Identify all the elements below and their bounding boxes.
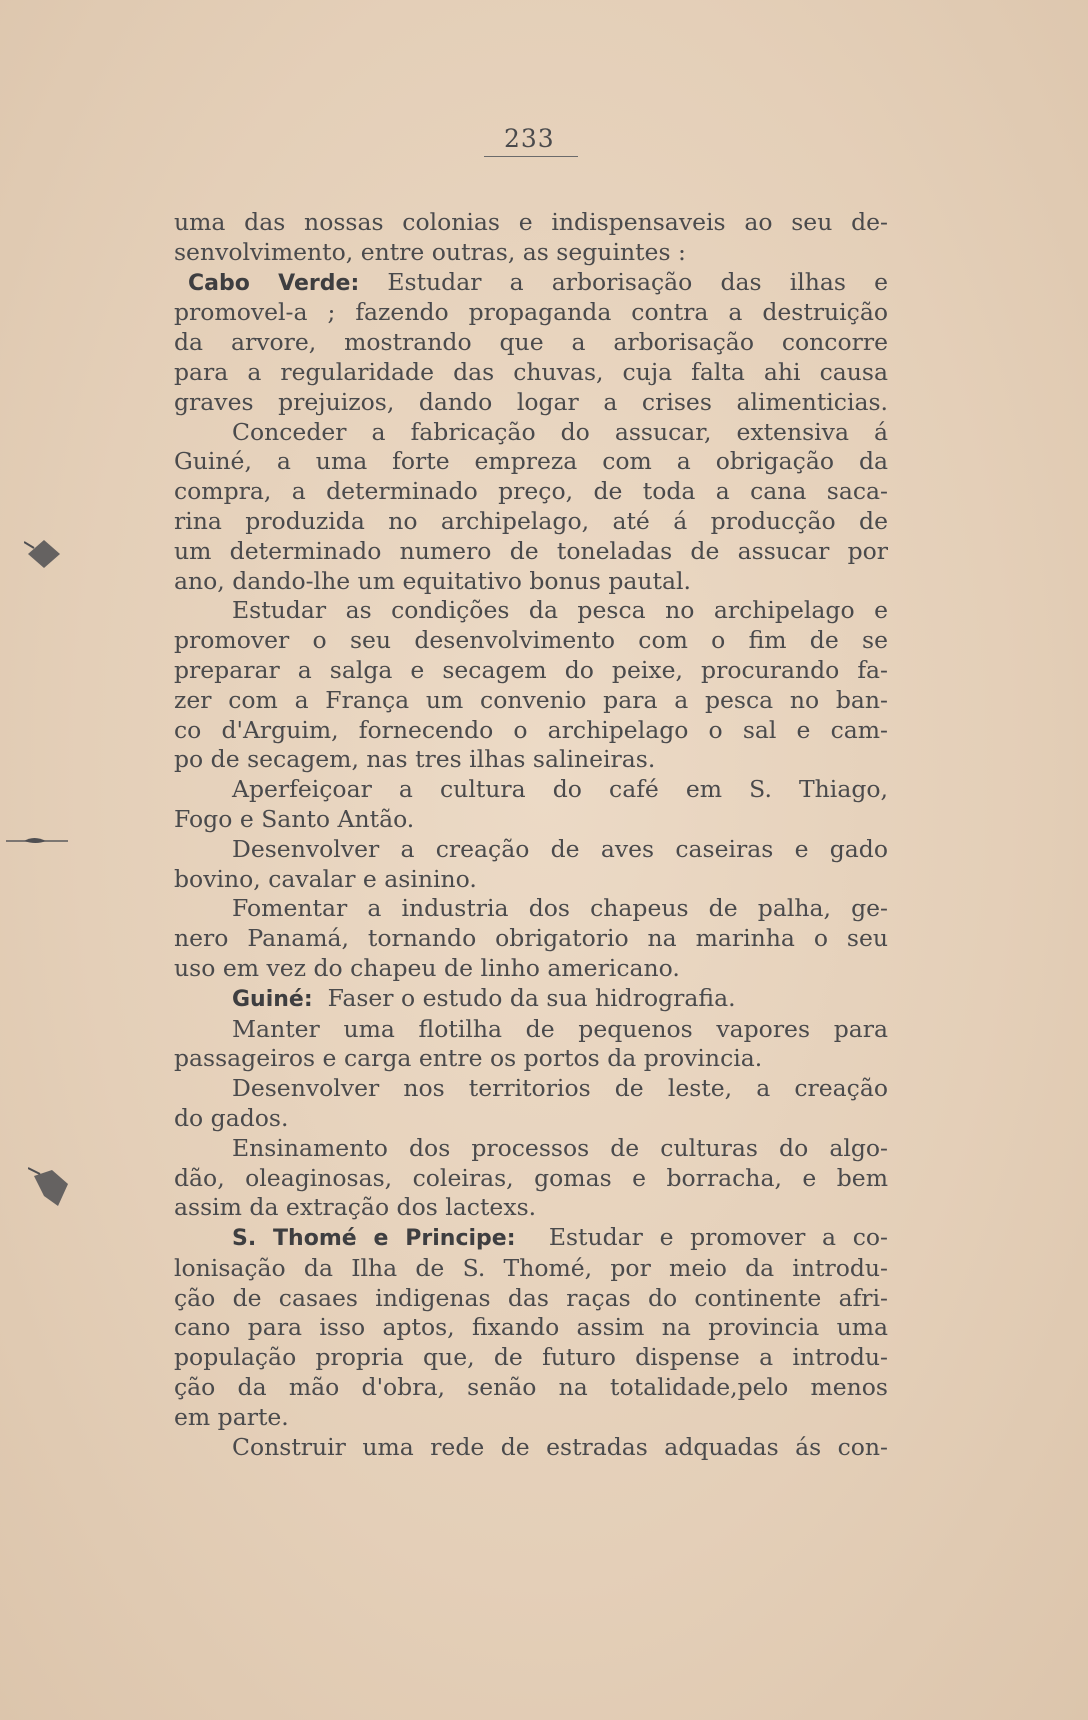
text-line: cano para isso aptos, fixando assim na provincia uma [174, 1313, 888, 1342]
text-line: ção da mão d'obra, senão na totalidade,pelo menos [174, 1373, 888, 1402]
text-line: da arvore, mostrando que a arborisação concorre [174, 328, 888, 357]
text-line: uma das nossas colonias e indispensaveis ao seu de- [174, 208, 888, 236]
text-line: Fomentar a industria dos chapeus de palha, ge- [232, 894, 888, 923]
text-line: uso em vez do chapeu de linho americano. [174, 953, 680, 982]
text-line: para a regularidade das chuvas, cuja falta ahi causa [174, 357, 888, 386]
text-line: Aperfeiçoar a cultura do café em S. Thiago, [232, 775, 888, 804]
page-number: 233 [504, 124, 555, 153]
text-line: Desenvolver nos territorios de leste, a creação [232, 1074, 888, 1103]
binding-thread-mark-icon [6, 834, 68, 848]
text-line: ano, dando-lhe um equitativo bonus pautal. [174, 566, 691, 595]
text-line: população propria que, de futuro dispense a introdu- [174, 1343, 888, 1372]
text-line: do gados. [174, 1103, 289, 1132]
text-line: lonisação da Ilha de S. Thomé, por meio da introdu- [174, 1253, 888, 1282]
text-line: em parte. [174, 1402, 289, 1431]
text-line: promover o seu desenvolvimento com o fim de se [174, 626, 888, 655]
text-line: Desenvolver a creação de aves caseiras e gado [232, 834, 888, 863]
text-line: nero Panamá, tornando obrigatorio na marinha o seu [174, 924, 888, 953]
section-heading-cabo-verde: Cabo Verde: [188, 270, 360, 296]
text-line: promovel-a ; fazendo propaganda contra a destruição [174, 298, 888, 327]
text-line: Cabo Verde: Estudar a arborisação das ilhas e [188, 267, 888, 296]
body-text [174, 208, 888, 1462]
text-line: um determinado numero de toneladas de assucar por [174, 536, 888, 565]
text-line: Guiné: Faser o estudo da sua hidrografia. [232, 983, 736, 1012]
text-line: co d'Arguim, fornecendo o archipelago o sal e cam- [174, 715, 888, 744]
text-line: po de secagem, nas tres ilhas salineiras. [174, 745, 656, 774]
text-line: S. Thomé e Principe: Estudar e promover a co- [232, 1223, 888, 1252]
text-line: dão, oleaginosas, coleiras, gomas e borracha, e bem [174, 1163, 888, 1192]
text-line: preparar a salga e secagem do peixe, procurando fa- [174, 655, 888, 684]
text-line: graves prejuizos, dando logar a crises alimenticias. [174, 387, 888, 416]
text-line: bovino, cavalar e asinino. [174, 864, 477, 893]
text-line: assim da extração dos lactexs. [174, 1193, 537, 1222]
text-line: Conceder a fabricação do assucar, extensiva á [232, 417, 888, 446]
text-line: zer com a França um convenio para a pesca no ban- [174, 685, 888, 714]
text-line: Manter uma flotilha de pequenos vapores para [232, 1014, 888, 1043]
binding-thread-mark-icon [24, 534, 64, 574]
text-line: senvolvimento, entre outras, as seguintes : [174, 237, 686, 266]
text-line: ção de casaes indigenas das raças do continente afri- [174, 1283, 888, 1312]
text-line: compra, a determinado preço, de toda a cana saca- [174, 477, 888, 506]
binding-thread-mark-icon [28, 1166, 80, 1212]
text-line: Construir uma rede de estradas adquadas ás con- [232, 1432, 888, 1461]
text-line: rina produzida no archipelago, até á producção de [174, 506, 888, 535]
text-line: Guiné, a uma forte empreza com a obrigação da [174, 447, 888, 476]
section-heading-s-thome: S. Thomé e Principe: [232, 1226, 516, 1252]
text-line: Estudar as condições da pesca no archipelago e [232, 596, 888, 625]
text-line: passageiros e carga entre os portos da provincia. [174, 1044, 763, 1073]
section-heading-guine: Guiné: [232, 986, 313, 1012]
page-number-rule [484, 156, 578, 157]
text-line: Ensinamento dos processos de culturas do algo- [232, 1133, 888, 1162]
text-line: Fogo e Santo Antão. [174, 804, 415, 833]
